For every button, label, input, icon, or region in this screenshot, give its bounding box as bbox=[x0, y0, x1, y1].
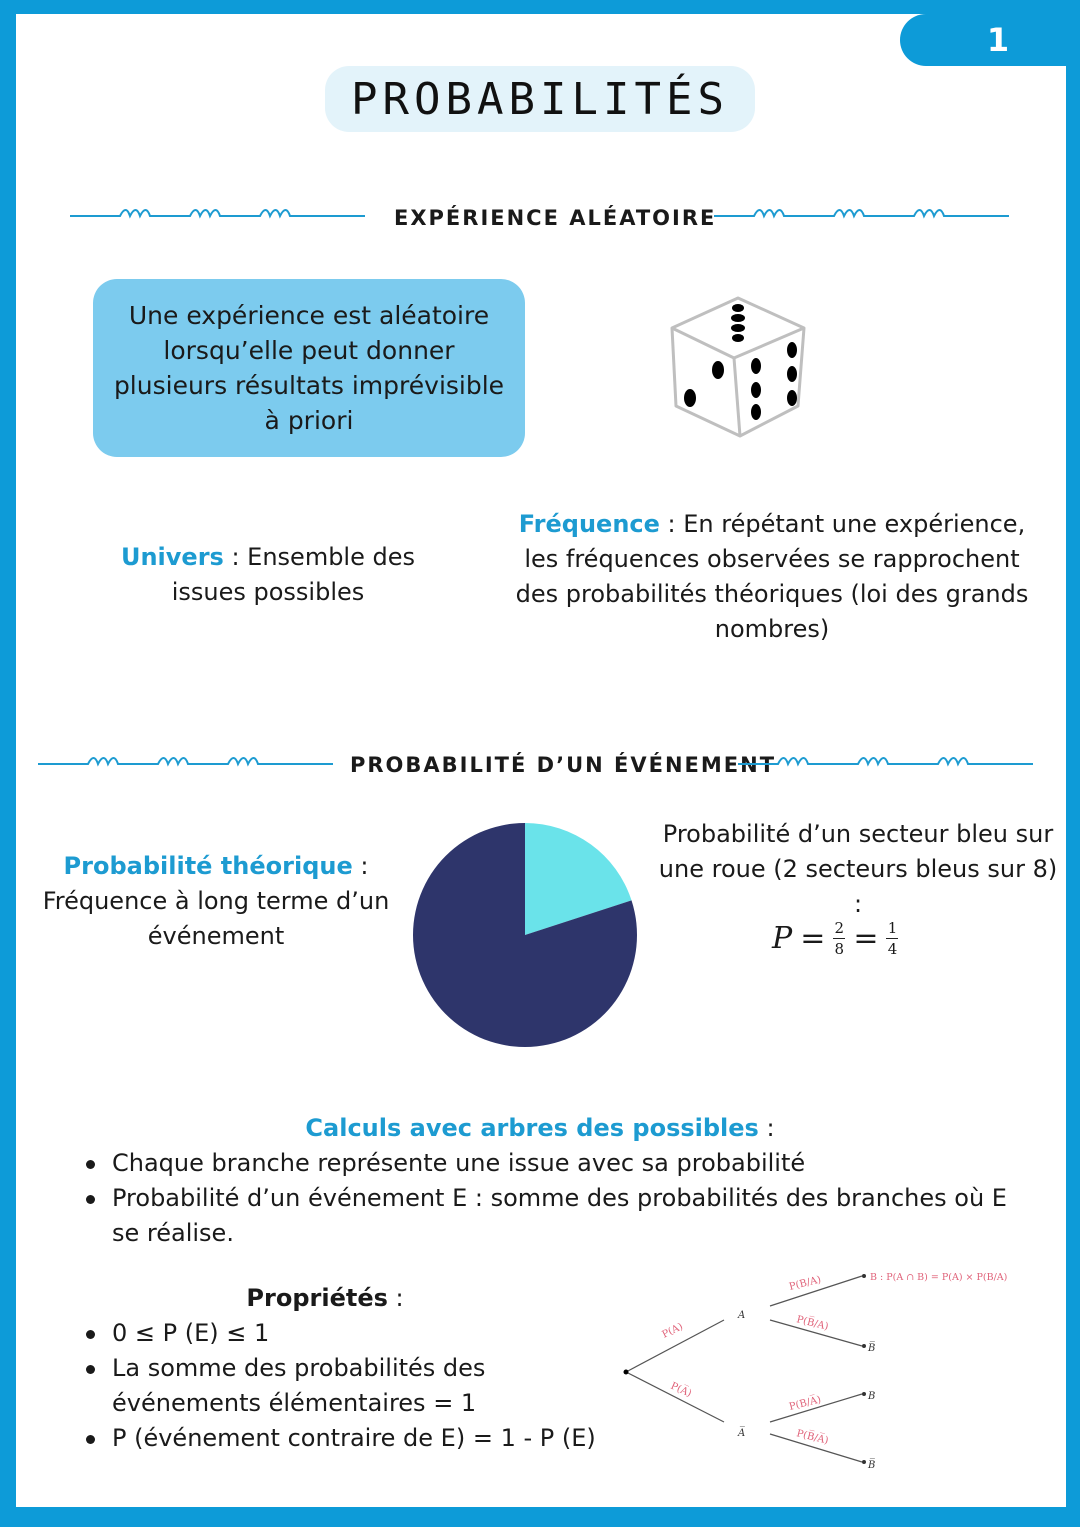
frequence-separator: : bbox=[659, 510, 684, 538]
formula-lhs: P bbox=[772, 921, 793, 956]
section-heading-experience: EXPÉRIENCE ALÉATOIRE bbox=[394, 206, 717, 230]
fraction-1-num: 2 bbox=[834, 919, 845, 937]
fraction-1-den: 8 bbox=[834, 940, 845, 958]
properties-heading bbox=[200, 1281, 450, 1316]
page-title-text: PROBABILITÉS bbox=[351, 73, 729, 125]
list-item: Probabilité d’un événement E : somme des probabilités des branches où E se réalise. bbox=[86, 1181, 1036, 1251]
wheel-example-text-content: Probabilité d’un secteur bleu sur une roue (2 secteurs bleus sur 8) : bbox=[658, 820, 1058, 918]
fraction-2-den: 4 bbox=[887, 940, 898, 958]
node-abar: A̅ bbox=[738, 1428, 746, 1439]
label-p-a: P(A) bbox=[660, 1321, 685, 1341]
leaf-bbar-2: B̅ bbox=[868, 1460, 876, 1471]
leaf-bbar-1: B̅ bbox=[868, 1343, 876, 1354]
page-number-tab bbox=[900, 14, 1066, 66]
definition-text: Une expérience est aléatoire lorsqu’elle peut donner plusieurs résultats imprévisible à priori bbox=[113, 301, 505, 435]
probabilite-theorique-term: Probabilité théorique bbox=[63, 852, 353, 880]
properties-title: Propriétés bbox=[246, 1284, 388, 1312]
pie-chart bbox=[412, 822, 638, 1048]
squiggle-left-2 bbox=[38, 746, 333, 770]
leaf-b-2: B bbox=[868, 1391, 876, 1402]
label-b-formula: B : P(A ∩ B) = P(A) × P(B/A) bbox=[870, 1272, 1008, 1283]
trees-bullet-list bbox=[86, 1146, 1036, 1251]
formula-fraction-1 bbox=[833, 920, 845, 957]
section-heading-probabilite: PROBABILITÉ D’UN ÉVÉNEMENT bbox=[350, 753, 777, 777]
page-number: 1 bbox=[986, 21, 1010, 59]
probability-formula bbox=[772, 920, 898, 957]
formula-fraction-2 bbox=[886, 920, 898, 957]
squiggle-left-1 bbox=[70, 198, 365, 222]
trees-term: Calculs avec arbres des possibles bbox=[305, 1114, 759, 1142]
frequence-text: En répétant une expérience, les fréquences observées se rapprochent des probabilités théoriques (loi des grands nombres) bbox=[515, 510, 1029, 643]
page-title bbox=[325, 66, 755, 132]
squiggle-right-2 bbox=[738, 746, 1033, 770]
label-p-bbar-given-abar: P(B̅/A̅) bbox=[795, 1428, 830, 1447]
label-p-b-given-a: P(B/A) bbox=[788, 1274, 823, 1293]
univers-block bbox=[82, 540, 454, 610]
trees-heading bbox=[200, 1111, 880, 1146]
properties-bullet-list bbox=[86, 1316, 596, 1456]
node-a: A bbox=[738, 1310, 746, 1321]
univers-text: Ensemble des issues possibles bbox=[171, 543, 415, 606]
frequence-term: Fréquence bbox=[518, 510, 660, 538]
probabilite-theorique-separator: : bbox=[352, 852, 369, 880]
wheel-example-text bbox=[652, 817, 1064, 922]
properties-separator: : bbox=[387, 1284, 404, 1312]
formula-eq-2: = bbox=[853, 921, 879, 956]
label-p-b-given-abar: P(B/A̅) bbox=[788, 1394, 823, 1413]
dice-icon bbox=[668, 294, 808, 440]
fraction-2-num: 1 bbox=[887, 919, 898, 937]
univers-separator: : bbox=[223, 543, 248, 571]
list-item: P (événement contraire de E) = 1 - P (E) bbox=[86, 1421, 526, 1456]
label-p-bbar-given-a: P(B̅/A) bbox=[795, 1314, 830, 1333]
probabilite-theorique-block bbox=[40, 849, 392, 954]
probabilite-theorique-text: Fréquence à long terme d’un événement bbox=[42, 887, 390, 950]
list-item: La somme des probabilités des événements élémentaires = 1 bbox=[86, 1351, 526, 1421]
frequence-block bbox=[504, 507, 1040, 647]
squiggle-right-1 bbox=[714, 198, 1009, 222]
tree-root-dot bbox=[624, 1370, 629, 1375]
label-p-abar: P(A̅) bbox=[668, 1380, 694, 1400]
formula-eq-1: = bbox=[800, 921, 826, 956]
univers-term: Univers bbox=[120, 543, 224, 571]
list-item: 0 ≤ P (E) ≤ 1 bbox=[86, 1316, 526, 1351]
list-item: Chaque branche représente une issue avec sa probabilité bbox=[86, 1146, 1036, 1181]
probability-tree-diagram bbox=[612, 1262, 1042, 1474]
trees-separator: : bbox=[758, 1114, 775, 1142]
definition-box bbox=[93, 279, 525, 457]
